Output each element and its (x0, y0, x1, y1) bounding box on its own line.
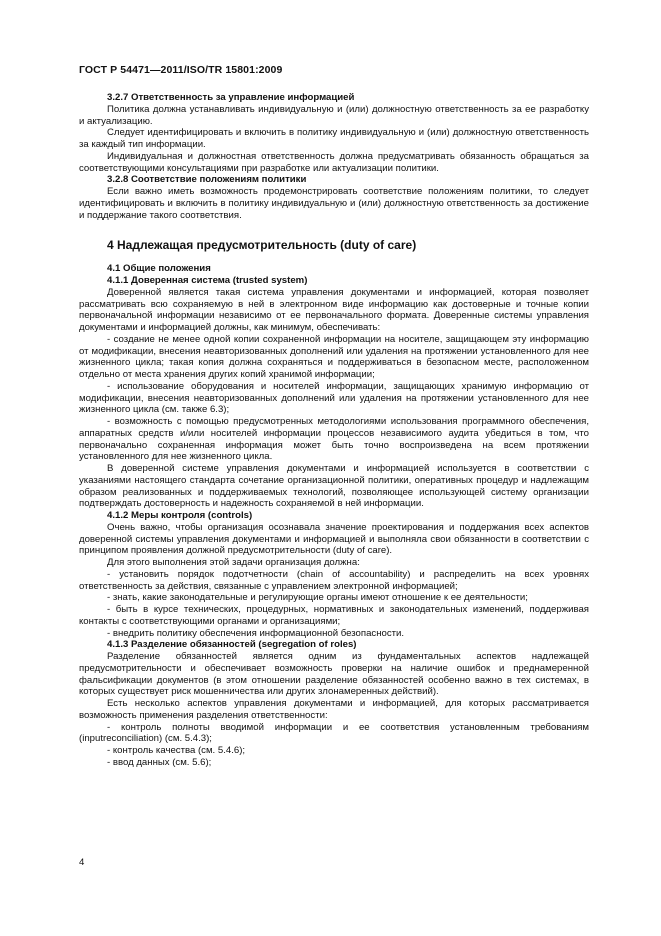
list-item: - возможность с помощью предусмотренных методологиями использования программного обеспечения, аппаратных средств и/или носителей информации процессов независимого аудита убедиться в том, что первоначально сохраненная информация может быть точно воспроизведена на всем протяжении установленного для нее жизненного цикла. (79, 416, 589, 463)
section-heading-4-1-2: 4.1.2 Меры контроля (controls) (107, 510, 253, 521)
list-item: - создание не менее одной копии сохраненной информации на носителе, защищающем эту информацию от модификации, внесения неавторизованных дополнений или удаления на протяжении установленного для нее жизненного цикла; такая копия должна сохраняться и поддерживаться в безопасном месте, расположенном отдельно от места хранения других копий хранимой информации; (79, 333, 589, 380)
paragraph: Следует идентифицировать и включить в политику индивидуальную и (или) должностную ответственность за каждый тип информации. (79, 127, 589, 150)
paragraph: Для этого выполнения этой задачи организация должна: (107, 557, 360, 568)
paragraph: В доверенной системе управления документами и информацией используется в соответствии с указаниями настоящего стандарта сочетание организационной политики, оперативных процедур и надлежащим образом реализованных и поддерживаемых технологий, позволяющее использующей систему организации подтверждать достоверность и надежность сохраняемой в ней информации. (79, 463, 589, 510)
list-item: - контроль качества (см. 5.4.6); (107, 745, 246, 756)
paragraph: Очень важно, чтобы организация осознавала значение проектирования и поддержания всех аспектов доверенной системы управления документами и информацией и выполняла свои обязанности в соответствии с принципом проявления должной предусмотрительности (duty of care). (79, 521, 589, 557)
section-heading-4-1-1: 4.1.1 Доверенная система (trusted system) (107, 275, 308, 286)
list-item: - установить порядок подотчетности (chain of accountability) и распределить на всех уровнях ответственность за действия, связанные с управлением электронной информацией; (79, 568, 589, 592)
section-heading-3-2-7: 3.2.7 Ответственность за управление информацией (107, 92, 355, 103)
paragraph: Индивидуальная и должностная ответственность должна предусматривать обязанность обращаться за соответствующими консультациями при разработке или актуализации политики. (79, 150, 589, 174)
section-heading-4-1-3: 4.1.3 Разделение обязанностей (segregation of roles) (107, 639, 357, 651)
paragraph: Политика должна устанавливать индивидуальную и (или) должностную ответственность за ее разработку и актуализацию. (79, 103, 589, 127)
page-number: 4 (79, 857, 85, 868)
section-heading-4-1: 4.1 Общие положения (107, 263, 211, 275)
page-header: ГОСТ Р 54471—2011/ISO/TR 15801:2009 (79, 64, 283, 76)
paragraph: Если важно иметь возможность продемонстрировать соответствие положениям политики, то следует идентифицировать и включить в политику индивидуальную и (или) должностную ответственность за достижение и поддержание такого соответствия. (79, 186, 589, 221)
paragraph: Есть несколько аспектов управления документами и информацией, для которых рассматривается возможность применения разделения ответственности: (79, 698, 589, 721)
list-item: - ввод данных (см. 5.6); (107, 756, 212, 768)
paragraph: Доверенной является такая система управления документами и информацией, которая позволяет рассматривать всю сохраняемую в ней в электронном виде информацию как достоверные и точные копии первоначальной информации независимо от ее первоначального формата. Доверенные системы управления документами и информацией должны, как минимум, обеспечивать: (79, 286, 589, 333)
list-item: - быть в курсе технических, процедурных, нормативных и законодательных изменений, поддерживая контакты с соответствующими органами и организациями; (79, 604, 589, 627)
list-item: - внедрить политику обеспечения информационной безопасности. (107, 627, 405, 639)
list-item: - знать, какие законодательные и регулирующие органы имеют отношение к ее деятельности; (107, 592, 528, 604)
paragraph: Разделение обязанностей является одним из фундаментальных аспектов надлежащей предусмотрительности и обеспечивает возможность проверки на наличие ошибок и преднамеренной фальсификации документов (в этом отношении разделение обязанностей особенно важно в тех системах, в которых существует риск мошенничества или других злонамеренных действий). (79, 651, 589, 698)
list-item: - контроль полноты вводимой информации и ее соответствия установленным требованиям (inputreconciliation) (см. 5.4.3); (79, 721, 589, 745)
section-heading-3-2-8: 3.2.8 Соответствие положениям политики (107, 174, 307, 186)
document-body (79, 92, 589, 769)
chapter-heading-4: 4 Надлежащая предусмотрительность (duty of care) (107, 238, 417, 253)
list-item: - использование оборудования и носителей информации, защищающих хранимую информацию от модификации, внесения неавторизованных дополнений или удаления на протяжении установленного для нее жизненного цикла (см. также 6.3); (79, 380, 589, 416)
